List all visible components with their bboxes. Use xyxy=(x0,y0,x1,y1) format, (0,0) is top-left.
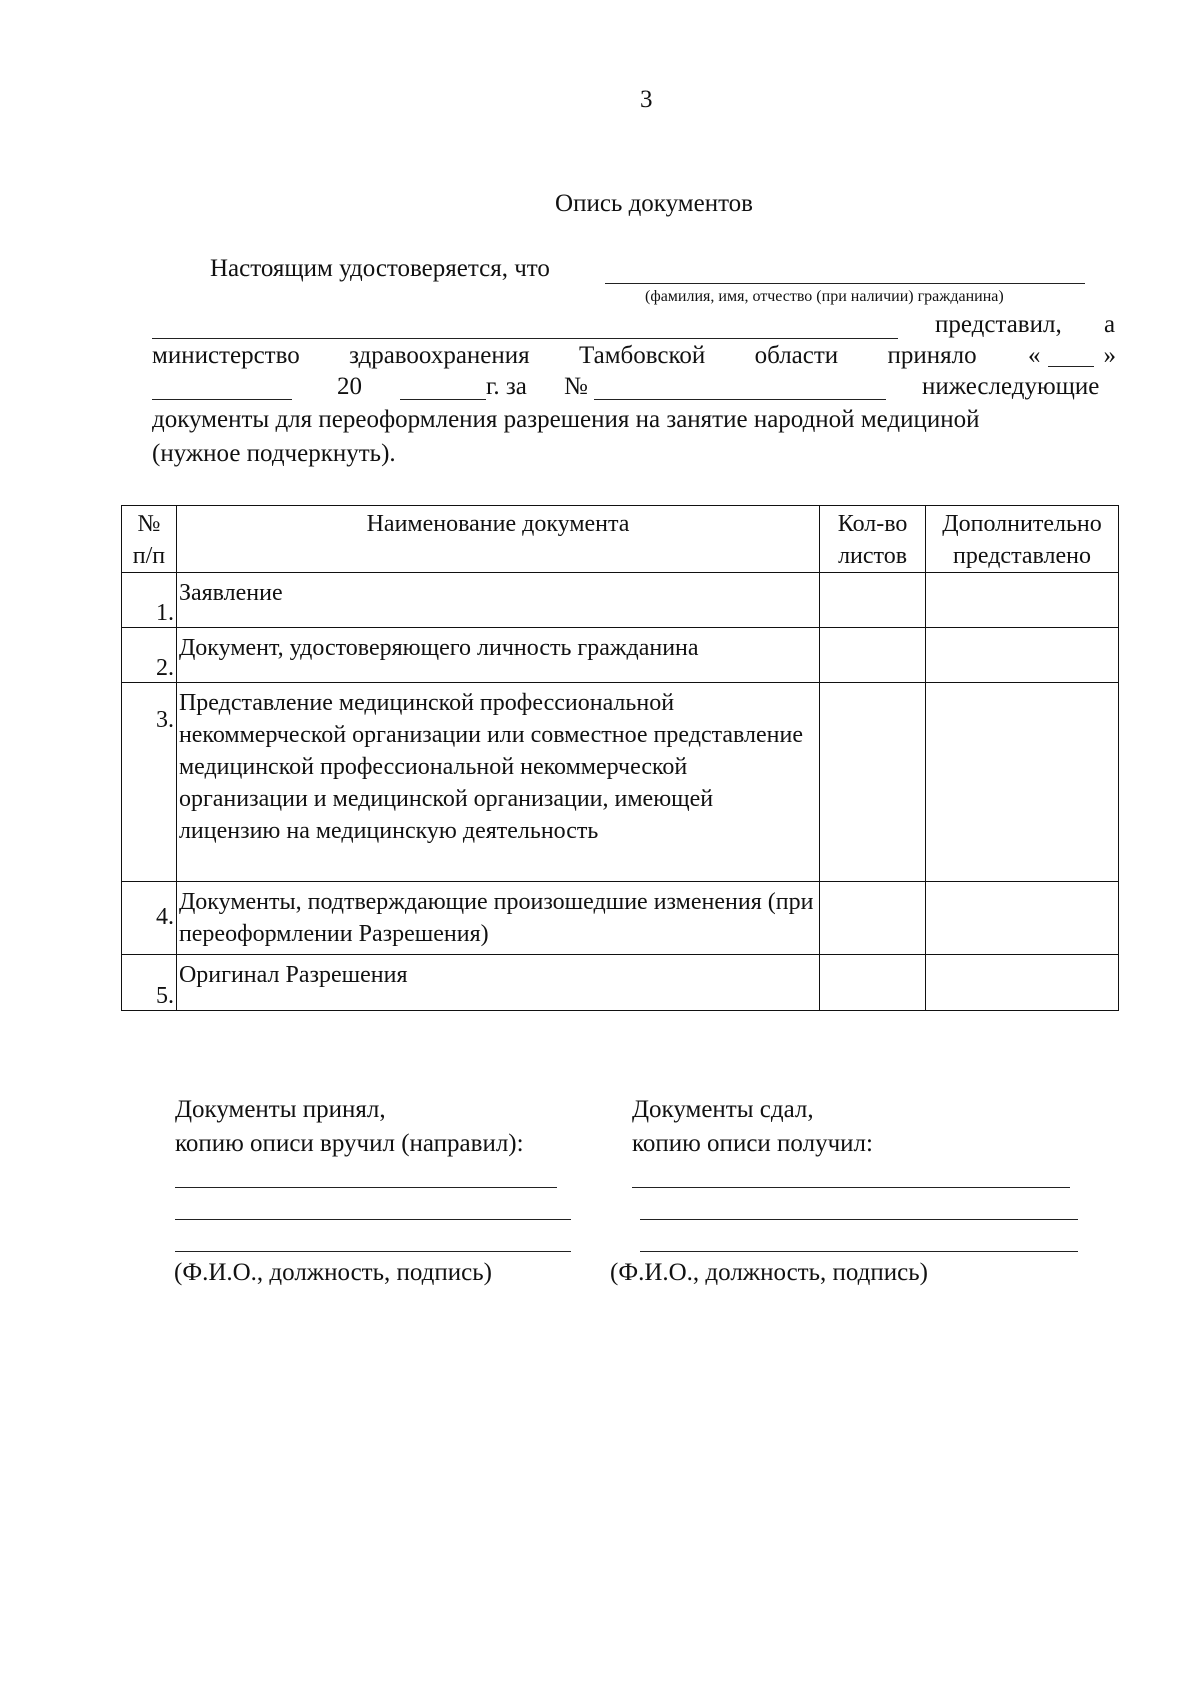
year-suffix: г. за xyxy=(486,373,527,400)
row-extra[interactable] xyxy=(926,573,1119,628)
row-name: Представление медицинской профессиональной некоммерческой организации или совместное представление медицинской профессиональной некоммерческой организации и медицинской организации, имеющей лицензию на медицинскую деятельность xyxy=(176,683,819,882)
row-num: 5. xyxy=(122,955,177,1011)
row-name: Оригинал Разрешения xyxy=(176,955,819,1011)
received-signature-line-3[interactable] xyxy=(175,1251,571,1252)
documents-table xyxy=(121,505,1119,1011)
handed-block xyxy=(632,1093,873,1161)
table-row xyxy=(122,573,1119,628)
ministry-line xyxy=(152,342,1116,370)
page-title: Опись документов xyxy=(555,190,753,217)
handed-caption: (Ф.И.О., должность, подпись) xyxy=(610,1259,928,1286)
handed-signature-line-1[interactable] xyxy=(632,1187,1070,1188)
received-line1: Документы принял, xyxy=(175,1096,386,1123)
word: министерство xyxy=(152,342,300,369)
citizen-name-hint: (фамилия, имя, отчество (при наличии) гражданина) xyxy=(645,288,1004,305)
header-extra-line1: Дополнительно xyxy=(942,511,1102,537)
row-extra[interactable] xyxy=(926,882,1119,955)
year-field[interactable] xyxy=(400,399,486,400)
number-sign: № xyxy=(564,373,588,400)
received-line2: копию описи вручил (направил): xyxy=(175,1130,524,1157)
day-field xyxy=(1026,342,1116,370)
received-signature-line-2[interactable] xyxy=(175,1219,571,1220)
citizen-name-field[interactable] xyxy=(605,283,1085,284)
handed-line2: копию описи получил: xyxy=(632,1130,873,1157)
certify-text: Настоящим удостоверяется, что xyxy=(210,255,550,282)
word: приняло xyxy=(887,342,977,369)
header-count-line1: Кол-во xyxy=(837,511,908,537)
presented-text: представил, xyxy=(935,311,1062,338)
row-num-cell xyxy=(122,882,177,955)
close-quote: » xyxy=(1103,342,1116,369)
row-name: Заявление xyxy=(176,573,819,628)
conj-text: а xyxy=(1104,311,1116,338)
handed-signature-line-2[interactable] xyxy=(640,1219,1078,1220)
received-block xyxy=(175,1093,524,1161)
row-count[interactable] xyxy=(820,573,926,628)
row-extra[interactable] xyxy=(926,955,1119,1011)
row-name: Документ, удостоверяющего личность гражданина xyxy=(176,628,819,683)
row-count[interactable] xyxy=(820,683,926,882)
header-count-line2: листов xyxy=(838,543,908,569)
underline-note: (нужное подчеркнуть). xyxy=(152,440,396,467)
word: Тамбовской xyxy=(578,342,706,369)
header-num xyxy=(122,506,177,573)
header-count xyxy=(820,506,926,573)
handed-line1: Документы сдал, xyxy=(632,1096,814,1123)
table-row xyxy=(122,882,1119,955)
row-num: 4. xyxy=(155,904,174,930)
header-name-label: Наименование документа xyxy=(366,511,630,537)
row-count[interactable] xyxy=(820,882,926,955)
row-count[interactable] xyxy=(820,955,926,1011)
received-caption: (Ф.И.О., должность, подпись) xyxy=(174,1259,492,1286)
page-number: 3 xyxy=(640,86,653,113)
word: здравоохранения xyxy=(349,342,530,369)
open-quote: « xyxy=(1027,342,1041,369)
table-row xyxy=(122,683,1119,882)
row-extra[interactable] xyxy=(926,683,1119,882)
day-blank[interactable] xyxy=(1048,366,1094,367)
header-extra xyxy=(926,506,1119,573)
row-extra[interactable] xyxy=(926,628,1119,683)
row-num: 1. xyxy=(122,573,177,628)
handed-signature-line-3[interactable] xyxy=(640,1251,1078,1252)
header-num-line1: № xyxy=(137,511,161,537)
header-num-line2: п/п xyxy=(132,543,166,569)
row-num: 2. xyxy=(122,628,177,683)
following-text: нижеследующие xyxy=(922,373,1100,400)
year-prefix: 20 xyxy=(337,373,362,400)
table-row xyxy=(122,628,1119,683)
row-num-cell xyxy=(122,683,177,882)
registration-number-field[interactable] xyxy=(594,399,886,400)
row-name: Документы, подтверждающие произошедшие изменения (при переоформлении Разрешения) xyxy=(176,882,819,955)
table-row xyxy=(122,955,1119,1011)
word: области xyxy=(754,342,839,369)
header-extra-line2: представлено xyxy=(953,543,1091,569)
received-signature-line-1[interactable] xyxy=(175,1187,557,1188)
row-count[interactable] xyxy=(820,628,926,683)
citizen-name-field-cont[interactable] xyxy=(152,338,898,339)
purpose-text: документы для переоформления разрешения на занятие народной медициной xyxy=(152,406,980,433)
header-name xyxy=(176,506,819,573)
month-field[interactable] xyxy=(152,399,292,400)
row-num: 3. xyxy=(155,707,174,733)
